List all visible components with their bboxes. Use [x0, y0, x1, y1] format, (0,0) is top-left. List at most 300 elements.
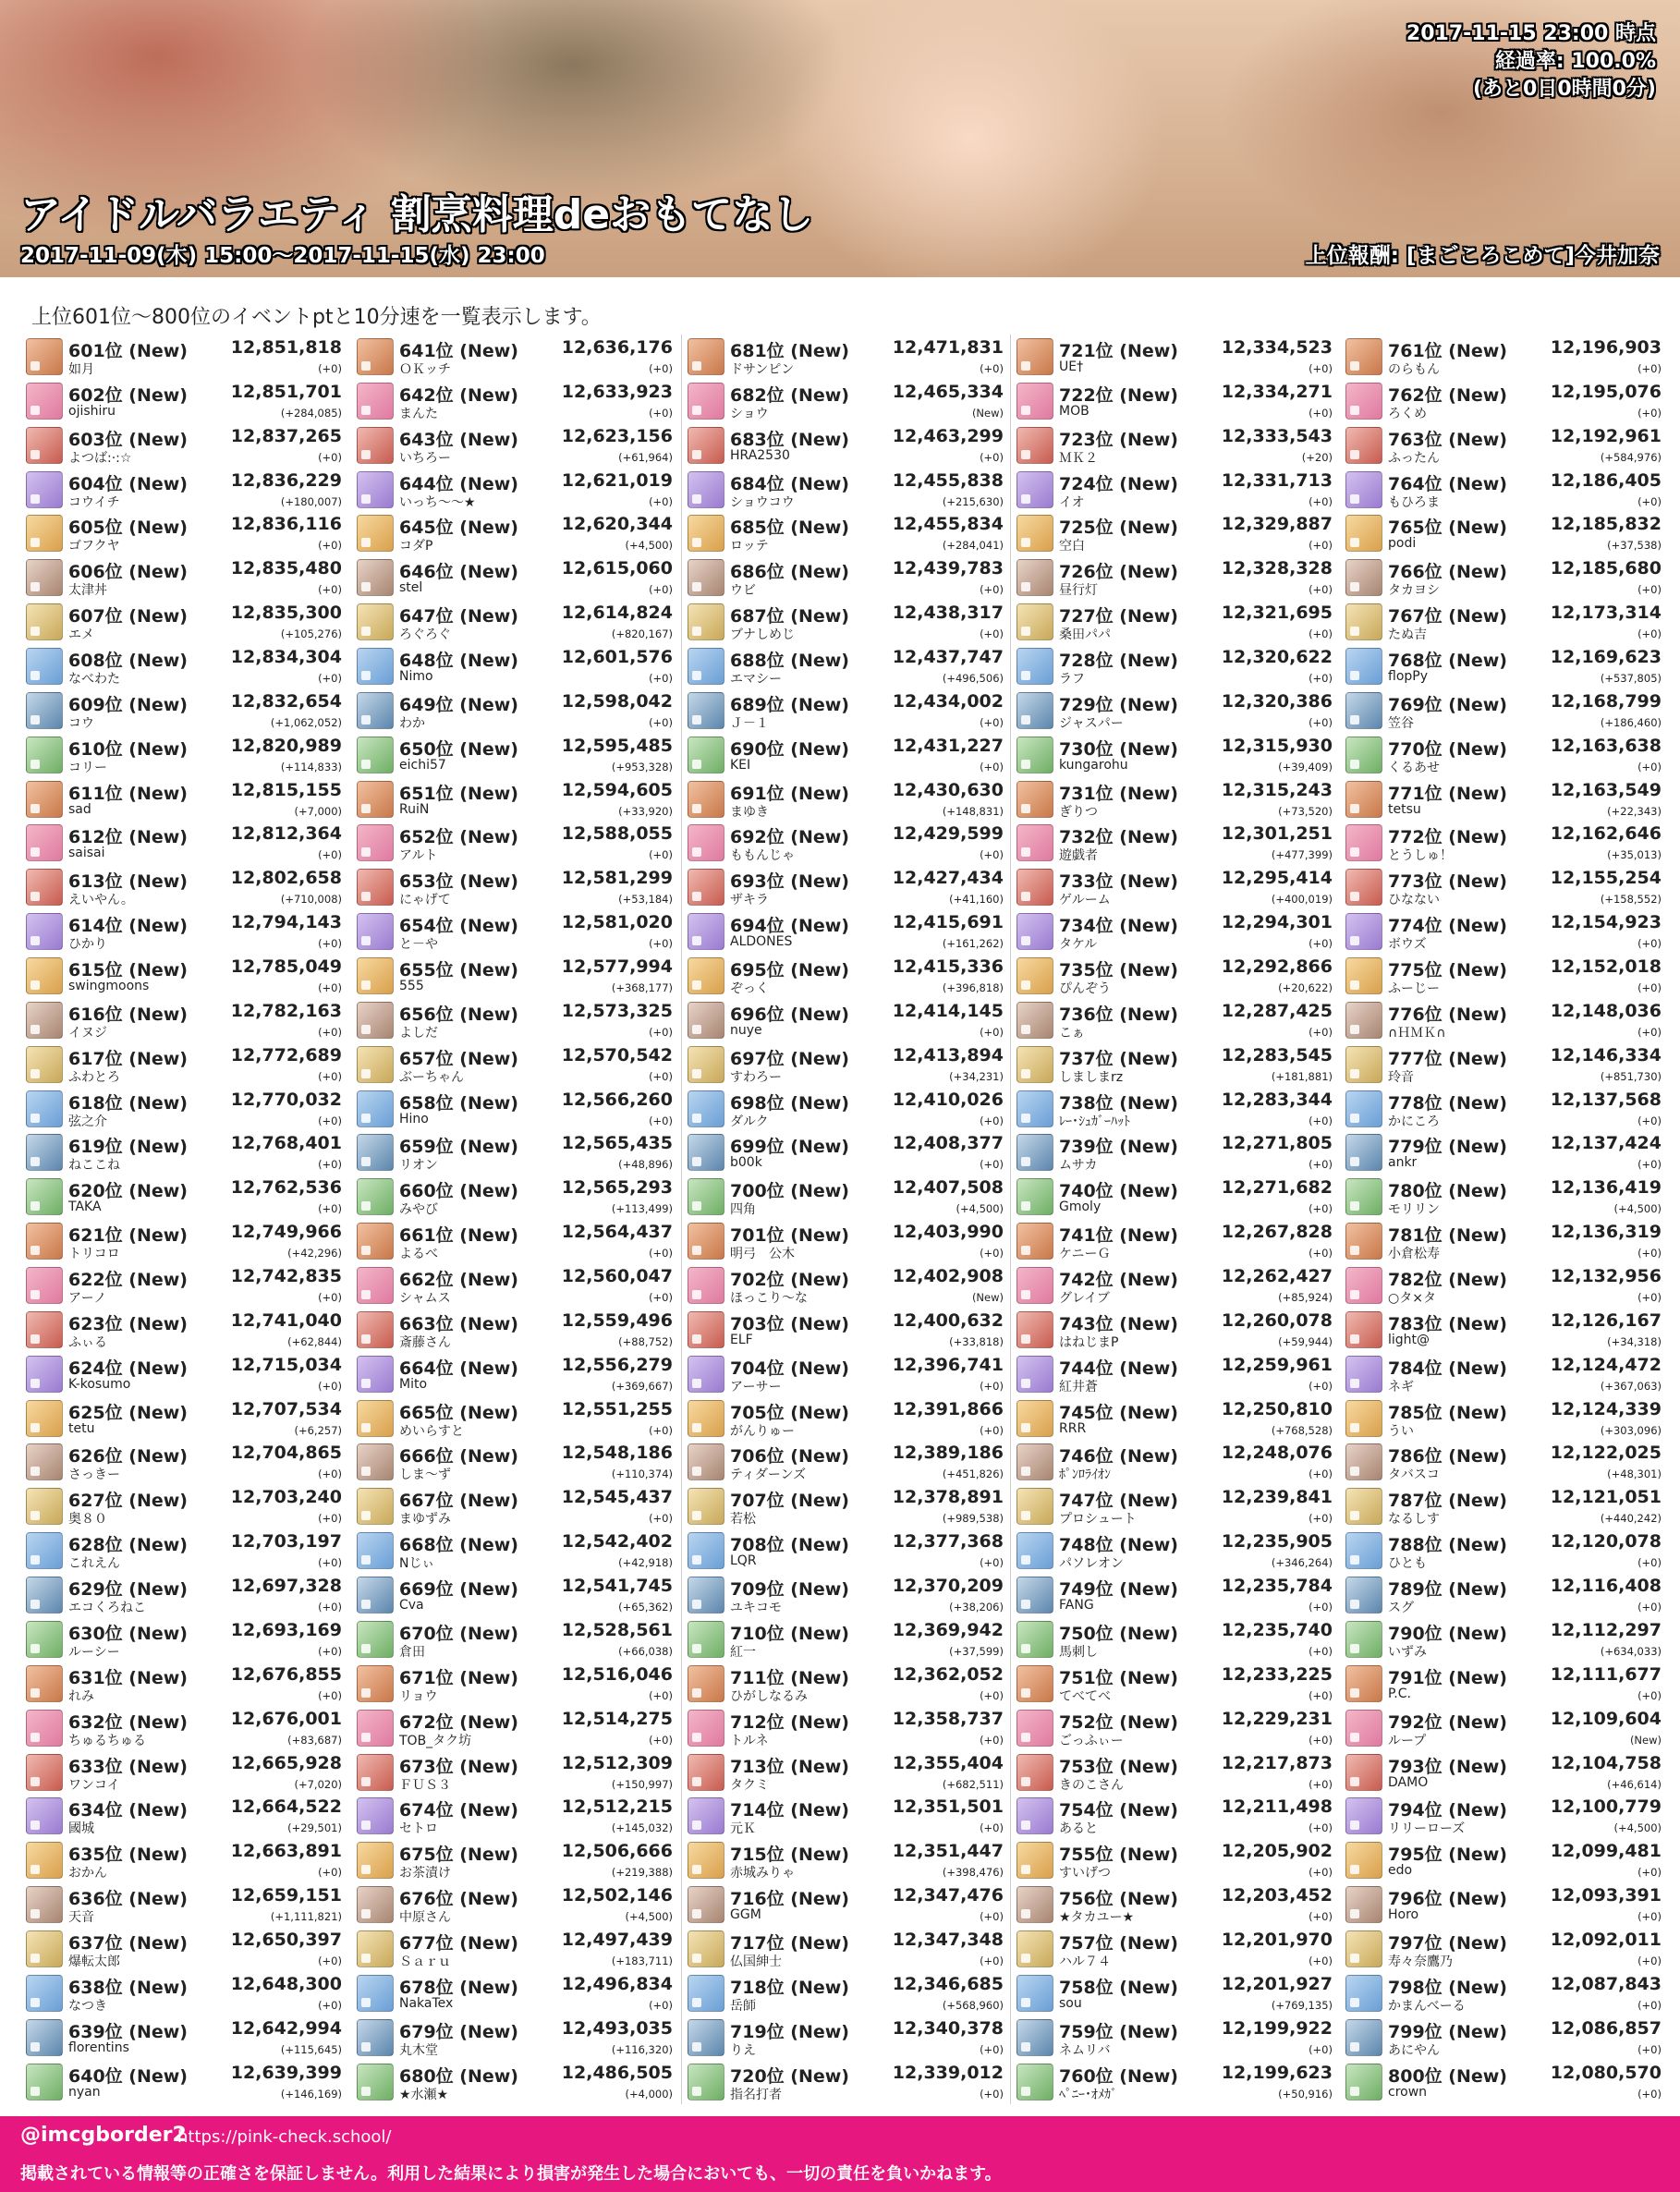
idol-card-icon	[1345, 1930, 1382, 1967]
ten-minute-speed: (+0)	[1637, 2087, 1662, 2101]
event-pt: 12,122,025	[1550, 1443, 1662, 1464]
event-pt: 12,438,317	[892, 603, 1004, 624]
ten-minute-speed: (+0)	[1309, 1866, 1333, 1880]
player-name: stel	[399, 580, 423, 596]
idol-card-icon	[357, 603, 394, 640]
player-name: sad	[68, 801, 91, 817]
ten-minute-speed: (+346,264)	[1271, 1556, 1333, 1570]
rank-label: 720位 (New)	[730, 2065, 849, 2087]
event-pt: 12,577,994	[561, 956, 673, 978]
player-name: ネムリバ	[1059, 2042, 1111, 2058]
ranking-row	[26, 1794, 347, 1838]
rank-label: 672位 (New)	[399, 1711, 518, 1733]
event-pt: 12,185,832	[1550, 514, 1662, 535]
idol-card-icon	[1345, 1754, 1382, 1791]
event-pt: 12,173,314	[1550, 603, 1662, 624]
event-pt: 12,391,866	[892, 1398, 1004, 1419]
rank-label: 704位 (New)	[730, 1358, 849, 1379]
ranking-row	[1345, 511, 1667, 555]
ten-minute-speed: (+368,177)	[611, 981, 673, 995]
ten-minute-speed: (+83,687)	[287, 1733, 342, 1747]
player-name: ﾍﾟﾆｰ･ｵﾒｶﾞ	[1059, 2087, 1117, 2102]
player-name: RuiN	[399, 801, 430, 817]
ten-minute-speed: (+0)	[1637, 494, 1662, 508]
event-pt: 12,486,505	[561, 2062, 673, 2083]
idol-card-icon	[688, 824, 724, 861]
event-pt: 12,347,476	[892, 1885, 1004, 1906]
ten-minute-speed: (+0)	[318, 1954, 342, 1967]
idol-card-icon	[357, 824, 394, 861]
rank-label: 800位 (New)	[1388, 2065, 1507, 2087]
event-pt: 12,111,677	[1550, 1663, 1662, 1685]
player-name: ふったん	[1388, 450, 1440, 466]
ranking-column	[357, 335, 678, 2103]
idol-card-icon	[1345, 1797, 1382, 1834]
ten-minute-speed: (+0)	[1637, 1291, 1662, 1305]
event-pt: 12,496,834	[561, 1973, 673, 1994]
rank-label: 671位 (New)	[399, 1667, 518, 1688]
idol-card-icon	[1017, 338, 1053, 375]
ranking-row	[1017, 954, 1338, 998]
idol-card-icon	[688, 1134, 724, 1171]
ten-minute-speed: (New)	[971, 1291, 1004, 1305]
event-pt: 12,400,632	[892, 1309, 1004, 1331]
rank-label: 702位 (New)	[730, 1270, 849, 1291]
rank-label: 739位 (New)	[1059, 1137, 1178, 1158]
ten-minute-speed: (+537,805)	[1600, 672, 1662, 686]
ranking-row	[1345, 1617, 1667, 1662]
ten-minute-speed: (+1,111,821)	[270, 1910, 342, 1924]
player-name: ＭＫ２	[1059, 450, 1098, 466]
ranking-row	[688, 1927, 1009, 1971]
idol-card-icon	[688, 737, 724, 773]
ten-minute-speed: (+451,826)	[942, 1467, 1004, 1481]
rank-label: 723位 (New)	[1059, 429, 1178, 450]
ranking-row	[688, 2060, 1009, 2104]
ten-minute-speed: (+400,019)	[1271, 893, 1333, 907]
idol-card-icon	[688, 1443, 724, 1480]
rank-label: 752位 (New)	[1059, 1711, 1178, 1733]
rank-label: 711位 (New)	[730, 1667, 849, 1688]
idol-card-icon	[357, 471, 394, 508]
idol-card-icon	[1345, 737, 1382, 773]
rank-label: 699位 (New)	[730, 1137, 849, 1158]
ranking-row	[1345, 1219, 1667, 1263]
idol-card-icon	[1345, 913, 1382, 950]
ranking-row	[1345, 2060, 1667, 2104]
rank-label: 644位 (New)	[399, 473, 518, 494]
ranking-row	[357, 777, 678, 822]
player-name: UE†	[1059, 359, 1084, 374]
event-pt: 12,506,666	[561, 1841, 673, 1862]
ranking-row	[357, 1352, 678, 1396]
ten-minute-speed: (+0)	[980, 1025, 1004, 1039]
player-name: crown	[1388, 2084, 1428, 2100]
idol-card-icon	[1017, 648, 1053, 685]
player-name: 太津丼	[68, 583, 107, 599]
ranking-row	[1017, 1175, 1338, 1219]
ten-minute-speed: (+0)	[1309, 2042, 1333, 2056]
player-name: tetsu	[1388, 801, 1421, 817]
ranking-row	[26, 1528, 347, 1573]
rank-label: 790位 (New)	[1388, 1623, 1507, 1644]
ten-minute-speed: (+0)	[1309, 715, 1333, 729]
player-name: nuye	[730, 1022, 762, 1038]
ranking-row	[26, 1263, 347, 1308]
idol-card-icon	[26, 1400, 63, 1437]
idol-card-icon	[1017, 737, 1053, 773]
player-name: edo	[1388, 1863, 1413, 1879]
player-name: Horo	[1388, 1907, 1419, 1923]
player-name: ワンコイ	[68, 1777, 120, 1793]
idol-card-icon	[1017, 1090, 1053, 1127]
player-name: 天音	[68, 1910, 94, 1926]
ten-minute-speed: (+113,499)	[611, 1202, 673, 1216]
idol-card-icon	[1017, 1930, 1053, 1967]
ranking-row	[26, 1927, 347, 1971]
event-pt: 12,703,197	[230, 1531, 342, 1553]
player-name: florentins	[68, 2040, 129, 2055]
player-name: みやび	[399, 1202, 438, 1218]
rank-label: 681位 (New)	[730, 341, 849, 361]
player-name: よしだ	[399, 1025, 438, 1041]
idol-card-icon	[1017, 1886, 1053, 1923]
rank-label: 762位 (New)	[1388, 384, 1507, 406]
idol-card-icon	[26, 427, 63, 464]
rank-label: 616位 (New)	[68, 1004, 188, 1025]
ranking-row	[688, 1175, 1009, 1219]
idol-card-icon	[1345, 1842, 1382, 1879]
player-name: ダルク	[730, 1114, 769, 1129]
player-name: 岳師	[730, 1998, 756, 2014]
player-name: かにころ	[1388, 1114, 1440, 1129]
ranking-row	[1017, 1750, 1338, 1795]
ten-minute-speed: (+367,063)	[1600, 1379, 1662, 1393]
ranking-row	[688, 1706, 1009, 1750]
event-pt: 12,146,334	[1550, 1044, 1662, 1066]
ranking-row	[1017, 1528, 1338, 1573]
idol-card-icon	[26, 1134, 63, 1171]
rank-label: 712位 (New)	[730, 1711, 849, 1733]
ranking-row	[1017, 865, 1338, 909]
rank-label: 637位 (New)	[68, 1932, 188, 1954]
ten-minute-speed: (+88,752)	[618, 1334, 673, 1348]
column-divider	[681, 335, 682, 2104]
player-name: FANG	[1059, 1598, 1094, 1614]
rank-label: 645位 (New)	[399, 518, 518, 539]
idol-card-icon	[1345, 427, 1382, 464]
rank-label: 721位 (New)	[1059, 341, 1178, 361]
ten-minute-speed: (+0)	[1637, 2042, 1662, 2056]
event-pt: 12,663,891	[230, 1841, 342, 1862]
ten-minute-speed: (+65,362)	[618, 1601, 673, 1614]
rank-label: 758位 (New)	[1059, 1977, 1178, 1998]
event-pt: 12,851,701	[230, 381, 342, 402]
ten-minute-speed: (+0)	[1637, 1910, 1662, 1924]
rank-label: 728位 (New)	[1059, 651, 1178, 672]
event-pt: 12,639,399	[230, 2062, 342, 2083]
rank-label: 750位 (New)	[1059, 1623, 1178, 1644]
rank-label: 738位 (New)	[1059, 1092, 1178, 1114]
rank-label: 701位 (New)	[730, 1225, 849, 1247]
idol-card-icon	[1345, 957, 1382, 994]
rank-label: 631位 (New)	[68, 1667, 188, 1688]
player-name: ショウ	[730, 406, 769, 421]
player-name: ももんじゃ	[730, 848, 795, 864]
idol-card-icon	[1017, 471, 1053, 508]
event-pt: 12,615,060	[561, 558, 673, 579]
rank-label: 796位 (New)	[1388, 1889, 1507, 1910]
player-name: 爆転太郎	[68, 1954, 120, 1969]
ten-minute-speed: (+4,500)	[956, 1202, 1004, 1216]
rank-label: 705位 (New)	[730, 1402, 849, 1423]
event-pt: 12,328,328	[1221, 558, 1333, 579]
ranking-row	[357, 1484, 678, 1528]
ten-minute-speed: (+0)	[980, 362, 1004, 375]
rank-label: 683位 (New)	[730, 429, 849, 450]
event-pt: 12,528,561	[561, 1619, 673, 1640]
rank-label: 767位 (New)	[1388, 606, 1507, 627]
player-name: きのこさん	[1059, 1777, 1124, 1793]
ranking-row	[26, 555, 347, 600]
site-url-link[interactable]: https://pink-check.school/	[177, 2127, 392, 2147]
ranking-row	[1017, 1396, 1338, 1441]
rank-label: 789位 (New)	[1388, 1579, 1507, 1601]
event-pt: 12,834,304	[230, 647, 342, 668]
idol-card-icon	[688, 1577, 724, 1614]
player-name: flopPy	[1388, 669, 1428, 685]
ranking-row	[26, 1087, 347, 1131]
ten-minute-speed: (+73,520)	[1278, 804, 1333, 818]
idol-card-icon	[357, 1311, 394, 1348]
rank-label: 783位 (New)	[1388, 1313, 1507, 1334]
event-pt: 12,100,779	[1550, 1796, 1662, 1818]
player-name: ふーじー	[1388, 981, 1440, 997]
rank-label: 606位 (New)	[68, 562, 188, 583]
ten-minute-speed: (+20,622)	[1278, 981, 1333, 995]
ten-minute-speed: (+496,506)	[942, 672, 1004, 686]
event-pt: 12,772,689	[230, 1044, 342, 1066]
rank-label: 617位 (New)	[68, 1048, 188, 1069]
ten-minute-speed: (+33,920)	[618, 804, 673, 818]
ranking-row	[688, 1971, 1009, 2015]
ten-minute-speed: (+0)	[1637, 981, 1662, 995]
ten-minute-speed: (+114,833)	[280, 760, 342, 773]
event-pt: 12,551,255	[561, 1398, 673, 1419]
ranking-grid	[0, 335, 1680, 2104]
rank-label: 732位 (New)	[1059, 827, 1178, 848]
idol-card-icon	[26, 1443, 63, 1480]
rank-label: 753位 (New)	[1059, 1756, 1178, 1777]
ranking-row	[688, 821, 1009, 865]
event-pt: 12,703,240	[230, 1487, 342, 1508]
ten-minute-speed: (+0)	[318, 1866, 342, 1880]
ten-minute-speed: (+0)	[318, 1202, 342, 1216]
idol-card-icon	[1017, 1046, 1053, 1083]
event-pt: 12,471,831	[892, 337, 1004, 358]
event-pt: 12,315,243	[1221, 779, 1333, 800]
idol-card-icon	[26, 1665, 63, 1702]
ranking-row	[1345, 335, 1667, 379]
rank-label: 610位 (New)	[68, 738, 188, 760]
rank-label: 666位 (New)	[399, 1446, 518, 1467]
rank-label: 688位 (New)	[730, 651, 849, 672]
rank-label: 729位 (New)	[1059, 694, 1178, 715]
rank-label: 793位 (New)	[1388, 1756, 1507, 1777]
ten-minute-speed: (+769,135)	[1271, 1998, 1333, 2012]
event-pt: 12,573,325	[561, 1000, 673, 1021]
rank-label: 785位 (New)	[1388, 1402, 1507, 1423]
rank-label: 604位 (New)	[68, 473, 188, 494]
ranking-row	[357, 1263, 678, 1308]
idol-card-icon	[26, 471, 63, 508]
event-pt: 12,601,576	[561, 647, 673, 668]
event-pt: 12,163,549	[1550, 779, 1662, 800]
player-name: DAMO	[1388, 1774, 1429, 1790]
idol-card-icon	[357, 1886, 394, 1923]
idol-card-icon	[357, 1754, 394, 1791]
player-name: かまんべーる	[1388, 1998, 1466, 2014]
player-name: ショウコウ	[730, 494, 795, 510]
player-name: てべてべ	[1059, 1688, 1111, 1704]
rank-label: 765位 (New)	[1388, 518, 1507, 539]
ten-minute-speed: (+116,320)	[611, 2042, 673, 2056]
player-name: ユキコモ	[730, 1601, 782, 1616]
event-pt: 12,642,994	[230, 2017, 342, 2039]
ten-minute-speed: (+0)	[1637, 583, 1662, 597]
event-pt: 12,104,758	[1550, 1752, 1662, 1773]
event-pt: 12,211,498	[1221, 1796, 1333, 1818]
player-name: これえん	[68, 1556, 120, 1572]
idol-card-icon	[357, 515, 394, 552]
rank-label: 619位 (New)	[68, 1137, 188, 1158]
ranking-row	[357, 600, 678, 644]
ten-minute-speed: (+0)	[1309, 494, 1333, 508]
idol-card-icon	[357, 1621, 394, 1658]
rank-label: 684位 (New)	[730, 473, 849, 494]
event-pt: 12,351,447	[892, 1841, 1004, 1862]
event-pt: 12,832,654	[230, 690, 342, 712]
ten-minute-speed: (+48,896)	[618, 1158, 673, 1172]
idol-card-icon	[357, 781, 394, 818]
idol-card-icon	[1017, 1797, 1053, 1834]
idol-card-icon	[357, 1930, 394, 1967]
ten-minute-speed: (+0)	[649, 672, 673, 686]
player-name: ムサカ	[1059, 1158, 1098, 1174]
rank-label: 648位 (New)	[399, 651, 518, 672]
player-name: ひかり	[68, 937, 107, 953]
idol-card-icon	[688, 427, 724, 464]
rank-label: 722位 (New)	[1059, 384, 1178, 406]
rank-label: 777位 (New)	[1388, 1048, 1507, 1069]
player-name: ALDONES	[730, 934, 793, 950]
ten-minute-speed: (+584,976)	[1600, 450, 1662, 464]
player-name: ブナしめじ	[730, 627, 795, 643]
ten-minute-speed: (+0)	[980, 1954, 1004, 1967]
player-name: 明弓 公木	[730, 1247, 795, 1262]
idol-card-icon	[1345, 1400, 1382, 1437]
player-name: Ｓａｒｕ	[399, 1954, 451, 1969]
player-name: ひなない	[1388, 893, 1440, 908]
ranking-row	[1017, 1219, 1338, 1263]
player-name: KEI	[730, 757, 751, 773]
ranking-row	[688, 998, 1009, 1042]
player-name: うい	[1388, 1423, 1414, 1439]
ranking-row	[26, 733, 347, 777]
ten-minute-speed: (+48,301)	[1607, 1467, 1662, 1481]
event-pt: 12,295,414	[1221, 868, 1333, 889]
idol-card-icon	[688, 869, 724, 906]
event-pt: 12,087,843	[1550, 1973, 1662, 1994]
idol-card-icon	[357, 1577, 394, 1614]
ranking-row	[357, 1882, 678, 1927]
ten-minute-speed: (+0)	[318, 937, 342, 951]
event-pt: 12,648,300	[230, 1973, 342, 1994]
event-pt: 12,493,035	[561, 2017, 673, 2039]
rank-label: 794位 (New)	[1388, 1800, 1507, 1821]
event-pt: 12,665,928	[230, 1752, 342, 1773]
ranking-row	[688, 1794, 1009, 1838]
rank-label: 634位 (New)	[68, 1800, 188, 1821]
event-pt: 12,201,970	[1221, 1929, 1333, 1950]
player-name: 指名打者	[730, 2087, 782, 2102]
ranking-row	[1345, 555, 1667, 600]
ten-minute-speed: (+0)	[1637, 1025, 1662, 1039]
rank-label: 603位 (New)	[68, 429, 188, 450]
rank-label: 667位 (New)	[399, 1491, 518, 1512]
ten-minute-speed: (+0)	[980, 583, 1004, 597]
idol-card-icon	[1017, 1754, 1053, 1791]
rank-label: 687位 (New)	[730, 606, 849, 627]
rank-label: 651位 (New)	[399, 783, 518, 804]
event-pt: 12,377,368	[892, 1531, 1004, 1553]
player-name: light@	[1388, 1332, 1430, 1347]
ranking-row	[1017, 2060, 1338, 2104]
player-name: ループ	[1388, 1733, 1427, 1748]
ten-minute-speed: (+37,599)	[949, 1644, 1004, 1658]
rank-label: 655位 (New)	[399, 960, 518, 981]
rank-label: 677位 (New)	[399, 1932, 518, 1954]
player-name: tetu	[68, 1420, 95, 1436]
idol-card-icon	[688, 1311, 724, 1348]
ranking-row	[688, 1484, 1009, 1528]
rank-label: 733位 (New)	[1059, 871, 1178, 893]
rank-label: 775位 (New)	[1388, 960, 1507, 981]
idol-card-icon	[688, 515, 724, 552]
ranking-row	[357, 1573, 678, 1617]
player-name: ジャスパー	[1059, 715, 1124, 731]
rank-label: 769位 (New)	[1388, 694, 1507, 715]
twitter-handle-link[interactable]: @imcgborder2	[20, 2124, 187, 2147]
player-name: のらもん	[1388, 362, 1440, 377]
player-name: アーサー	[730, 1379, 782, 1394]
idol-card-icon	[1345, 471, 1382, 508]
rank-label: 706位 (New)	[730, 1446, 849, 1467]
event-pt: 12,217,873	[1221, 1752, 1333, 1773]
event-pt: 12,815,155	[230, 779, 342, 800]
player-name: すわろー	[730, 1069, 782, 1085]
event-pt: 12,403,990	[892, 1222, 1004, 1243]
rank-label: 766位 (New)	[1388, 562, 1507, 583]
player-name: ザキラ	[730, 893, 769, 908]
idol-card-icon	[26, 824, 63, 861]
ranking-row	[26, 335, 347, 379]
event-pt: 12,347,348	[892, 1929, 1004, 1950]
event-pt: 12,092,011	[1550, 1929, 1662, 1950]
player-name: Ｊ－１	[730, 715, 769, 731]
ranking-row	[357, 1440, 678, 1484]
ranking-row	[357, 1617, 678, 1662]
